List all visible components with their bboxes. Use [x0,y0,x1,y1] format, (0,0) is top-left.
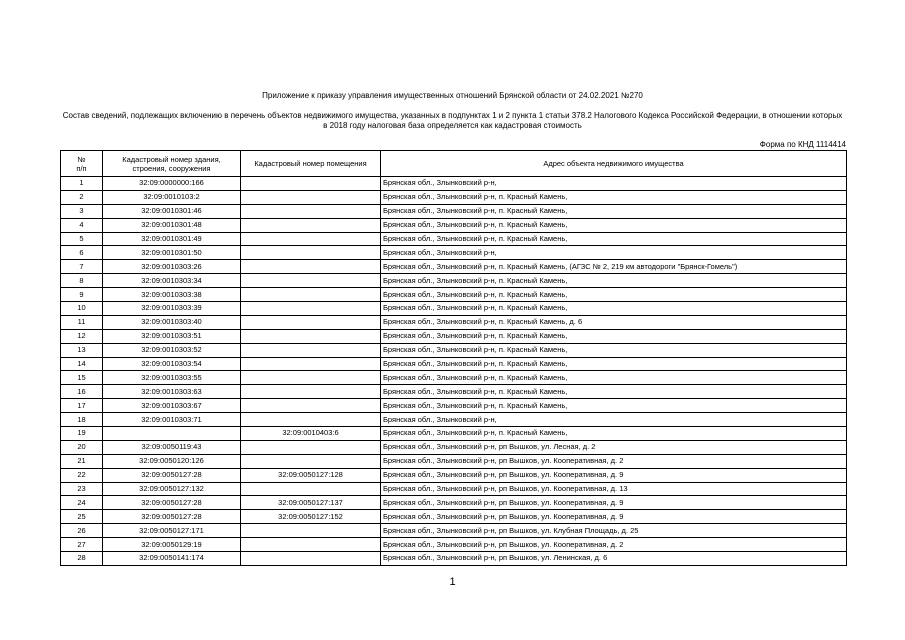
cell-premises-cadastral [241,399,381,413]
table-row [61,357,847,371]
cell-premises-cadastral [241,302,381,316]
cell-number: 10 [61,302,103,316]
column-header-building-cadastral: Кадастровый номер здания, строения, сооружения [103,151,241,177]
cell-building-cadastral: 32:09:0010303:55 [103,371,241,385]
cell-building-cadastral: 32:09:0050127:132 [103,482,241,496]
table-row [61,538,847,552]
cell-number: 4 [61,218,103,232]
cell-premises-cadastral [241,288,381,302]
table-row [61,454,847,468]
table-row [61,343,847,357]
cell-building-cadastral: 32:09:0010303:67 [103,399,241,413]
cell-building-cadastral: 32:09:0010103:2 [103,190,241,204]
column-header-premises-cadastral: Кадастровый номер помещения [241,151,381,177]
cell-building-cadastral: 32:09:0010303:34 [103,274,241,288]
cell-number: 13 [61,343,103,357]
cell-number: 24 [61,496,103,510]
cell-address: Брянская обл., Злынковский р-н, п. Красный Камень, [381,288,847,302]
cell-premises-cadastral [241,232,381,246]
cell-number: 5 [61,232,103,246]
cell-building-cadastral: 32:09:0010303:54 [103,357,241,371]
cell-number: 18 [61,413,103,427]
cell-building-cadastral: 32:09:0010301:50 [103,246,241,260]
cell-building-cadastral: 32:09:0050120:126 [103,454,241,468]
cell-address: Брянская обл., Злынковский р-н, рп Вышков, ул. Кооперативная, д. 9 [381,496,847,510]
cell-building-cadastral: 32:09:0050127:28 [103,468,241,482]
cell-building-cadastral: 32:09:0010303:51 [103,329,241,343]
cell-building-cadastral: 32:09:0010303:52 [103,343,241,357]
page-number: 1 [449,576,456,588]
property-register-table [60,150,847,566]
cell-number: 15 [61,371,103,385]
cell-address: Брянская обл., Злынковский р-н, п. Красный Камень, [381,371,847,385]
cell-address: Брянская обл., Злынковский р-н, [381,246,847,260]
table-row [61,260,847,274]
cell-number: 14 [61,357,103,371]
cell-address: Брянская обл., Злынковский р-н, п. Красный Камень, [381,274,847,288]
cell-address: Брянская обл., Злынковский р-н, п. Красный Камень, [381,190,847,204]
cell-number: 12 [61,329,103,343]
cell-building-cadastral: 32:09:0010301:49 [103,232,241,246]
cell-address: Брянская обл., Злынковский р-н, рп Вышков, ул. Лесная, д. 2 [381,440,847,454]
cell-premises-cadastral [241,274,381,288]
cell-number: 16 [61,385,103,399]
cell-number: 17 [61,399,103,413]
cell-number: 19 [61,427,103,441]
cell-building-cadastral: 32:09:0010301:46 [103,204,241,218]
cell-premises-cadastral [241,538,381,552]
cell-address: Брянская обл., Злынковский р-н, п. Красный Камень, [381,204,847,218]
cell-address: Брянская обл., Злынковский р-н, п. Красный Камень, [381,427,847,441]
cell-premises-cadastral [241,260,381,274]
cell-number: 21 [61,454,103,468]
cell-premises-cadastral [241,440,381,454]
cell-building-cadastral: 32:09:0010303:63 [103,385,241,399]
cell-address: Брянская обл., Злынковский р-н, п. Красный Камень, д. 6 [381,315,847,329]
cell-building-cadastral: 32:09:0050127:28 [103,510,241,524]
column-header-number: № п/п [61,151,103,177]
cell-address: Брянская обл., Злынковский р-н, п. Красный Камень, [381,232,847,246]
table-row [61,302,847,316]
table-row [61,329,847,343]
cell-number: 26 [61,524,103,538]
cell-number: 1 [61,177,103,191]
table-row [61,177,847,191]
table-header-row [61,151,847,177]
cell-premises-cadastral [241,204,381,218]
cell-number: 23 [61,482,103,496]
cell-number: 22 [61,468,103,482]
cell-premises-cadastral [241,482,381,496]
cell-premises-cadastral: 32:09:0050127:152 [241,510,381,524]
table-row [61,385,847,399]
cell-building-cadastral: 32:09:0050119:43 [103,440,241,454]
table-row [61,315,847,329]
cell-building-cadastral: 32:09:0050141:174 [103,552,241,566]
table-row [61,399,847,413]
cell-address: Брянская обл., Злынковский р-н, рп Вышков, ул. Кооперативная, д. 9 [381,510,847,524]
table-row [61,232,847,246]
column-header-address: Адрес объекта недвижимого имущества [381,151,847,177]
cell-premises-cadastral [241,385,381,399]
cell-address: Брянская обл., Злынковский р-н, рп Вышков, ул. Кооперативная, д. 9 [381,468,847,482]
cell-building-cadastral: 32:09:0000000:166 [103,177,241,191]
cell-address: Брянская обл., Злынковский р-н, [381,177,847,191]
table-row [61,246,847,260]
cell-address: Брянская обл., Злынковский р-н, п. Красный Камень, [381,218,847,232]
cell-address: Брянская обл., Злынковский р-н, п. Красный Камень, [381,329,847,343]
cell-number: 2 [61,190,103,204]
cell-premises-cadastral [241,329,381,343]
cell-number: 3 [61,204,103,218]
cell-address: Брянская обл., Злынковский р-н, рп Вышков, ул. Кооперативная, д. 13 [381,482,847,496]
cell-premises-cadastral [241,413,381,427]
cell-building-cadastral: 32:09:0010301:48 [103,218,241,232]
cell-premises-cadastral [241,246,381,260]
cell-address: Брянская обл., Злынковский р-н, п. Красный Камень, [381,343,847,357]
cell-premises-cadastral [241,357,381,371]
cell-address: Брянская обл., Злынковский р-н, п. Красный Камень, [381,385,847,399]
cell-address: Брянская обл., Злынковский р-н, рп Вышков, ул. Клубная Площадь, д. 25 [381,524,847,538]
cell-building-cadastral: 32:09:0010303:40 [103,315,241,329]
table-row [61,204,847,218]
document-title: Приложение к приказу управления имущественных отношений Брянской области от 24.02.2021 №270 [262,91,643,100]
cell-number: 27 [61,538,103,552]
table-row [61,427,847,441]
form-code: Форма по КНД 1114414 [759,140,846,149]
cell-number: 6 [61,246,103,260]
cell-premises-cadastral [241,552,381,566]
cell-premises-cadastral: 32:09:0050127:137 [241,496,381,510]
cell-number: 20 [61,440,103,454]
cell-address: Брянская обл., Злынковский р-н, п. Красный Камень, [381,399,847,413]
cell-premises-cadastral: 32:09:0010403:6 [241,427,381,441]
cell-premises-cadastral [241,177,381,191]
document-subtitle: Состав сведений, подлежащих включению в перечень объектов недвижимого имущества, указанных в подпунктах 1 и 2 пункта 1 статьи 378.2 Налогового Кодекса Российской Федерации, в отношении которых в 2018 году налоговая база определяется как кадастровая стоимость [62,111,843,130]
cell-premises-cadastral: 32:09:0050127:128 [241,468,381,482]
cell-number: 28 [61,552,103,566]
cell-building-cadastral: 32:09:0010303:39 [103,302,241,316]
table-row [61,371,847,385]
cell-building-cadastral: 32:09:0010303:71 [103,413,241,427]
cell-premises-cadastral [241,524,381,538]
cell-address: Брянская обл., Злынковский р-н, п. Красный Камень, [381,302,847,316]
table-row [61,218,847,232]
table-row [61,288,847,302]
cell-number: 9 [61,288,103,302]
cell-address: Брянская обл., Злынковский р-н, рп Вышков, ул. Ленинская, д. 6 [381,552,847,566]
table-row [61,510,847,524]
cell-number: 11 [61,315,103,329]
cell-premises-cadastral [241,315,381,329]
cell-premises-cadastral [241,190,381,204]
cell-number: 8 [61,274,103,288]
cell-address: Брянская обл., Злынковский р-н, [381,413,847,427]
cell-premises-cadastral [241,218,381,232]
table-row [61,496,847,510]
table-row [61,468,847,482]
cell-number: 25 [61,510,103,524]
cell-building-cadastral: 32:09:0050129:19 [103,538,241,552]
table-row [61,440,847,454]
cell-building-cadastral: 32:09:0010303:26 [103,260,241,274]
cell-premises-cadastral [241,343,381,357]
cell-building-cadastral: 32:09:0050127:171 [103,524,241,538]
cell-building-cadastral [103,427,241,441]
cell-number: 7 [61,260,103,274]
table-row [61,274,847,288]
table-row [61,552,847,566]
table-row [61,482,847,496]
table-row [61,524,847,538]
cell-premises-cadastral [241,454,381,468]
cell-address: Брянская обл., Злынковский р-н, рп Вышков, ул. Кооперативная, д. 2 [381,538,847,552]
cell-premises-cadastral [241,371,381,385]
cell-building-cadastral: 32:09:0010303:38 [103,288,241,302]
table-row [61,413,847,427]
cell-building-cadastral: 32:09:0050127:28 [103,496,241,510]
cell-address: Брянская обл., Злынковский р-н, рп Вышков, ул. Кооперативная, д. 2 [381,454,847,468]
cell-address: Брянская обл., Злынковский р-н, п. Красный Камень, (АГЗС № 2, 219 км автодороги "Брянск-Гомель") [381,260,847,274]
table-row [61,190,847,204]
cell-address: Брянская обл., Злынковский р-н, п. Красный Камень, [381,357,847,371]
